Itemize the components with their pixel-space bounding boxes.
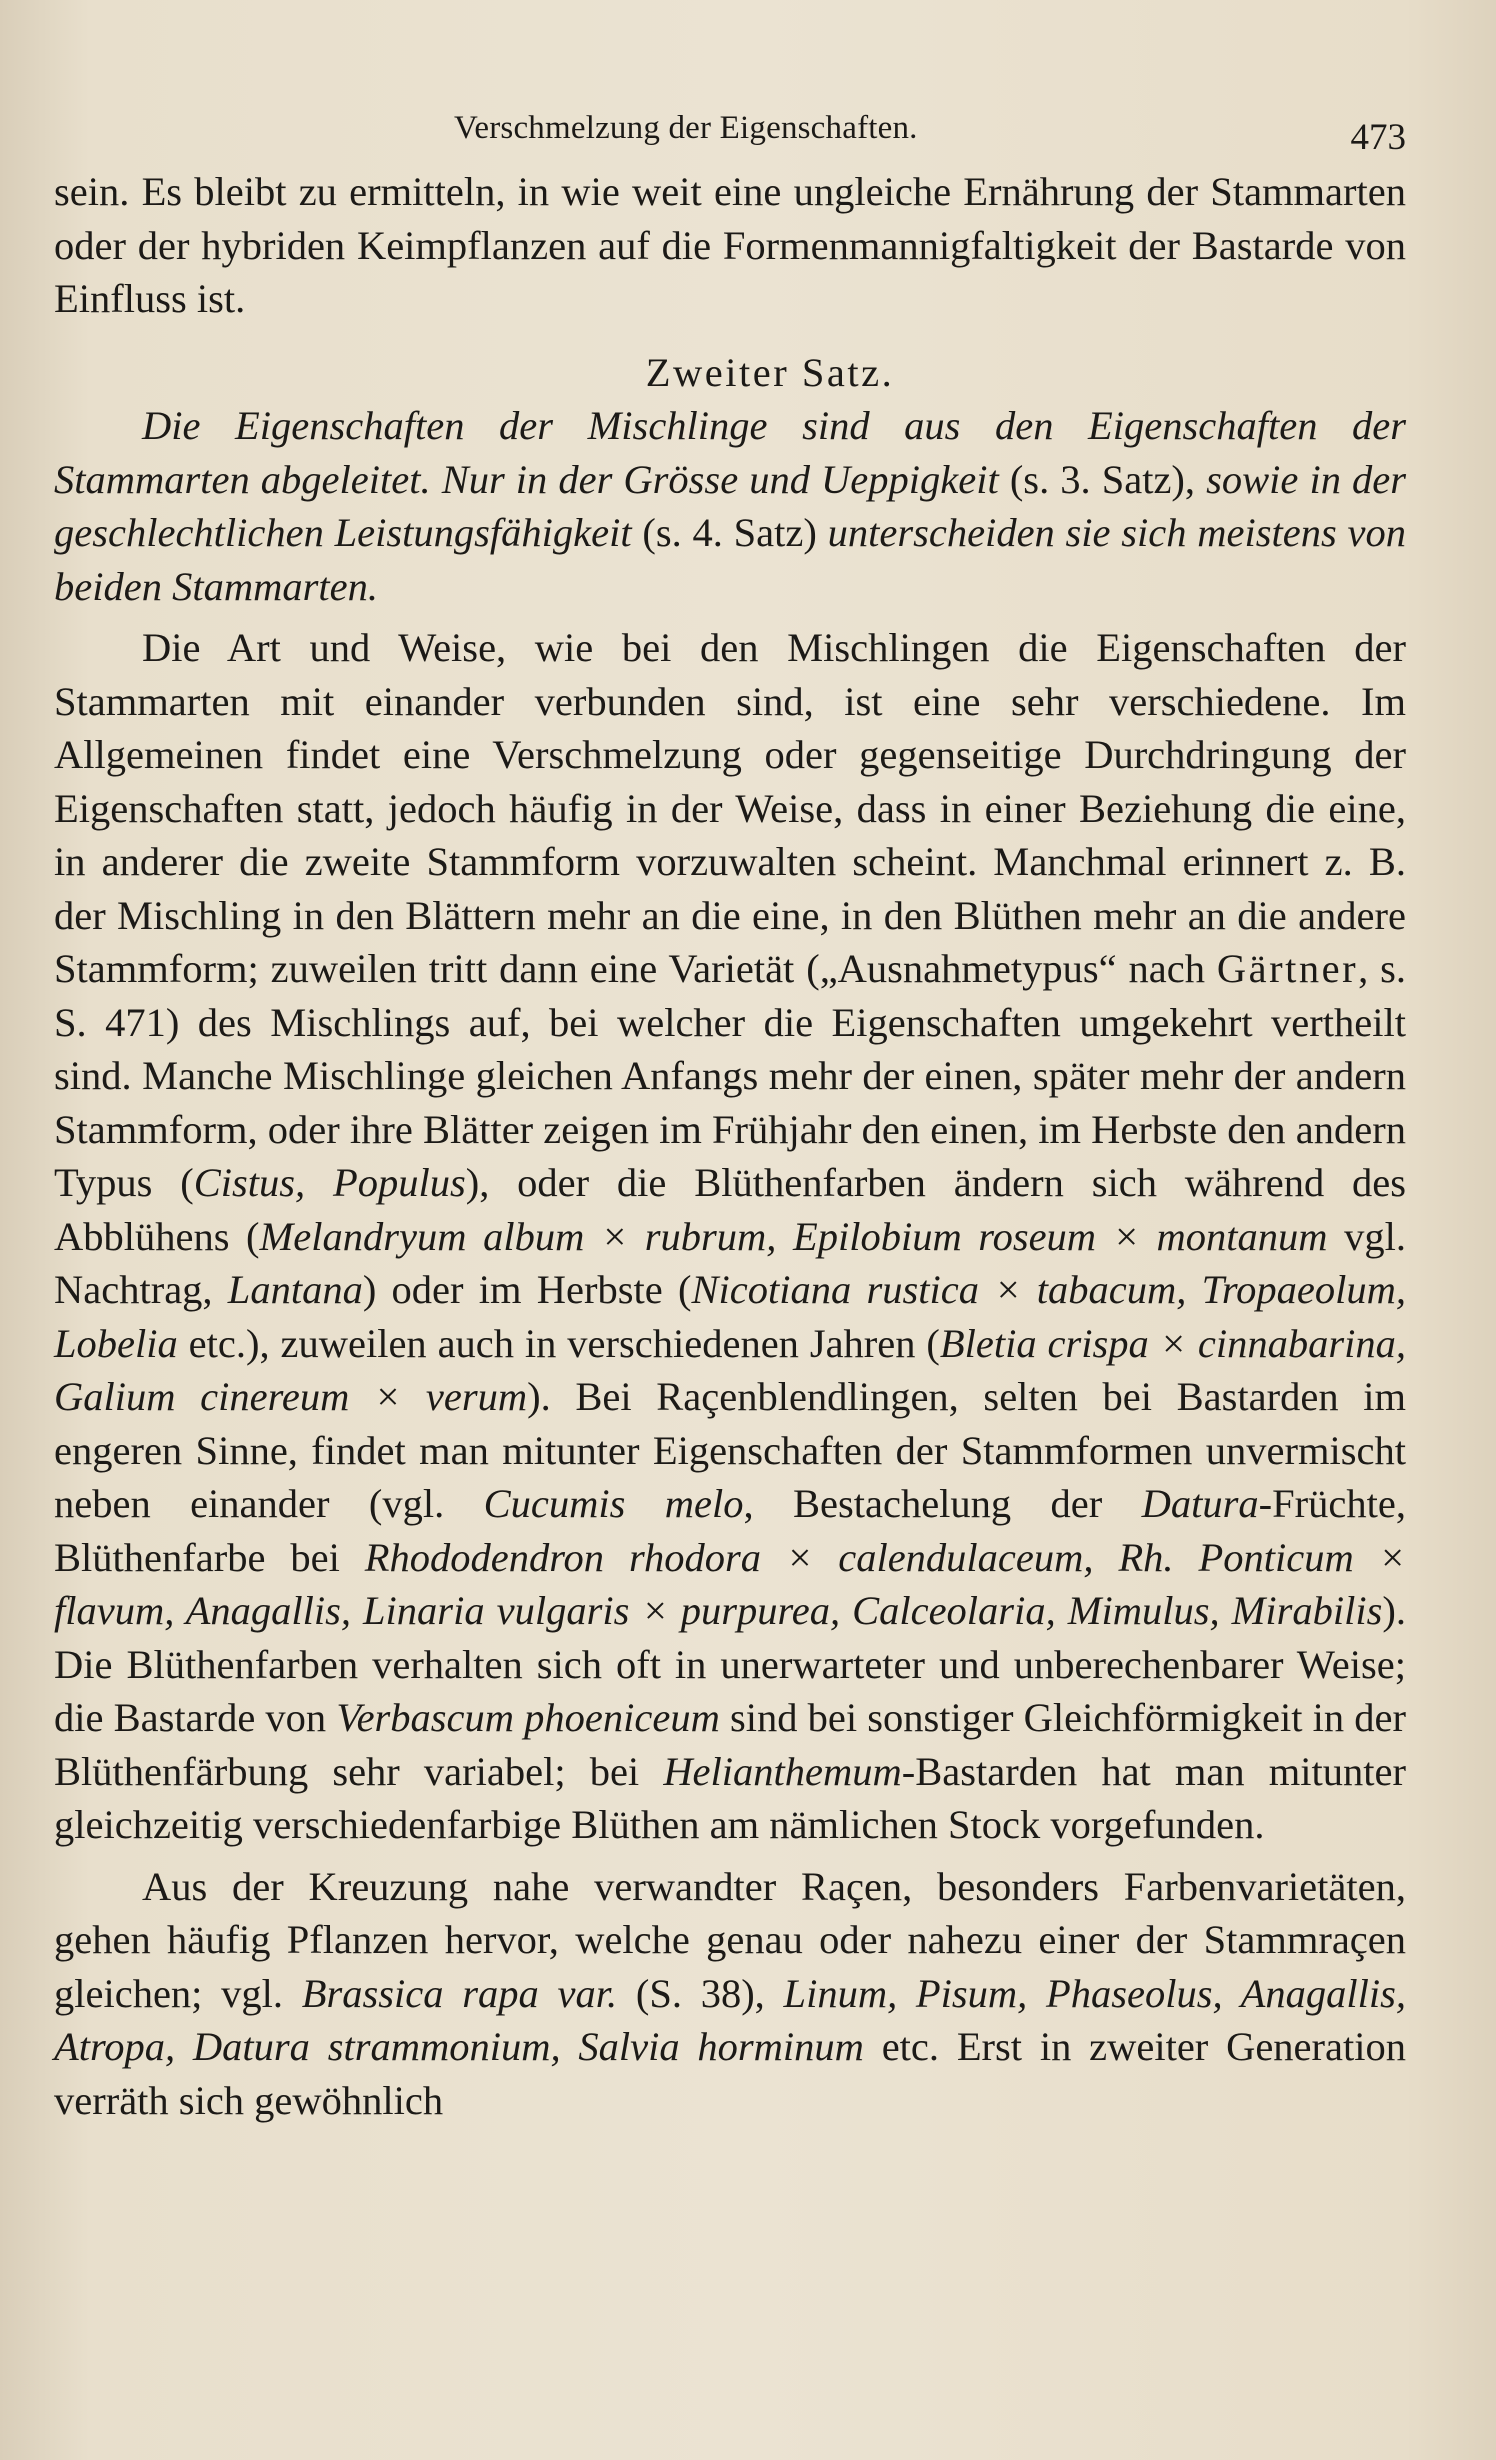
thesis-statement (54, 399, 1406, 613)
running-title: Verschmelzung der Eigenschaften. (454, 110, 918, 146)
italic-run: Cistus, Populus (193, 1160, 466, 1205)
text-run: -Bastarden hat man mitunter gleichzeitig verschiedenfarbige Blüthen am nämlichen Stock vorgefunden. (54, 1748, 1406, 1847)
paragraph-3 (54, 1860, 1406, 2128)
italic-run: Brassica rapa var. (301, 1970, 618, 2016)
italic-run: Melandryum album × rubrum, Epilobium roseum × montanum (259, 1213, 1328, 1259)
italic-run: Die Eigenschaften der Mischlinge sind aus den Eigenschaften der Stammarten abgeleitet. Nur in der Grösse und Ueppigkeit (54, 403, 1406, 502)
paragraph-2 (54, 621, 1406, 1852)
italic-run: Nicotiana rustica × tabacum, Tropaeolum, Lobelia (54, 1267, 1407, 1366)
italic-run: Helianthemum (663, 1748, 902, 1794)
section-heading: Zweiter Satz. (645, 349, 895, 395)
text-run: -Früchte, Blüthenfarbe bei (54, 1481, 1406, 1580)
italic-run: Bletia crispa × cinnabarina, Galium cinereum × verum (54, 1320, 1407, 1419)
text-run: (s. 4. Satz) (631, 510, 828, 555)
text-run: (S. 38), (617, 1970, 784, 2016)
text-run: sind bei sonstiger Gleichförmigkeit in der Blüthenfärbung sehr variabel; bei (54, 1695, 1406, 1794)
author-name: Gärtner (1216, 946, 1359, 991)
text-run: Die Art und Weise, wie bei den Mischlingen die Eigenschaften der Stammarten mit einander verbunden sind, ist eine sehr verschiedene. Im Allgemeinen findet eine Verschmelzung oder gegenseitige Durchdringung der Eigenschaften statt, jedoch häufig in der Weise, dass in einer Beziehung die eine, in anderer die zweite Stammform vorzuwalten scheint. Manchmal erinnert z. B. der Mischling in den Blättern mehr an die eine, in den Blüthen mehr an die andere Stammform; zuweilen tritt dann eine Varietät („Ausnahmetypus“ nach (54, 625, 1406, 991)
italic-run: Datura (1141, 1481, 1259, 1526)
text-run: ). Bei Raçenblendlingen, selten bei Bastarden im engeren Sinne, findet man mitunter Eigenschaften der Stammformen unvermischt neben einander (vgl. (54, 1374, 1406, 1526)
text-run: sein. Es bleibt zu ermitteln, in wie weit eine ungleiche Ernährung der Stammarten oder der hybriden Keimpflanzen auf die Formenmannigfaltigkeit der Bastarde von Einfluss ist. (54, 169, 1406, 321)
italic-run: Verbascum phoeniceum (336, 1695, 720, 1740)
italic-run: Linum, Pisum, Phaseolus, Anagallis, Atropa, Datura strammonium, Salvia horminum (54, 1970, 1407, 2069)
text-run: (s. 3. Satz), (998, 456, 1207, 502)
text-run: ), oder die Blüthenfarben ändern sich während des Abblühens ( (54, 1160, 1406, 1259)
body-text (54, 165, 1406, 2127)
italic-run: Rhododendron rhodora × calendulaceum, Rh. Ponticum × flavum, Anagallis, Linaria vulgaris × purpurea, Calceolaria, Mimulus, Mirabilis (54, 1534, 1406, 1633)
running-head (54, 100, 1406, 160)
text-run: ). Die Blüthenfarben verhalten sich oft in unerwarteter und unberechenbarer Weise; die Bastarde von (54, 1588, 1406, 1740)
text-run: etc. Erst in zweiter Generation verräth sich gewöhnlich (54, 2024, 1406, 2123)
italic-run: unterscheiden sie sich meistens von beiden Stammarten. (54, 510, 1406, 609)
italic-run: Cucumis melo (483, 1481, 744, 1526)
text-run: Aus der Kreuzung nahe verwandter Raçen, besonders Farbenvarietäten, gehen häufig Pflanzen hervor, welche genau oder nahezu einer der Stammraçen gleichen; vgl. (54, 1863, 1406, 2016)
italic-run: Lantana (227, 1267, 363, 1312)
text-run: vgl. Nachtrag, (54, 1213, 1406, 1312)
text-run: , Bestachelung der (743, 1481, 1142, 1526)
text-run: ) oder im Herbste ( (362, 1267, 692, 1312)
italic-run: sowie in der geschlechtlichen Leistungsfähigkeit (54, 456, 1407, 555)
page-number: 473 (1350, 117, 1406, 158)
text-run: , s. S. 471) des Mischlings auf, bei welcher die Eigenschaften umgekehrt vertheilt sind. Manche Mischlinge gleichen Anfangs mehr der einen, später mehr der andern Stammform, oder ihre Blätter zeigen im Frühjahr den einen, im Herbste den andern Typus ( (54, 946, 1406, 1205)
paragraph-1 (54, 165, 1406, 326)
text-run: etc.), zuweilen auch in verschiedenen Jahren ( (177, 1320, 940, 1366)
